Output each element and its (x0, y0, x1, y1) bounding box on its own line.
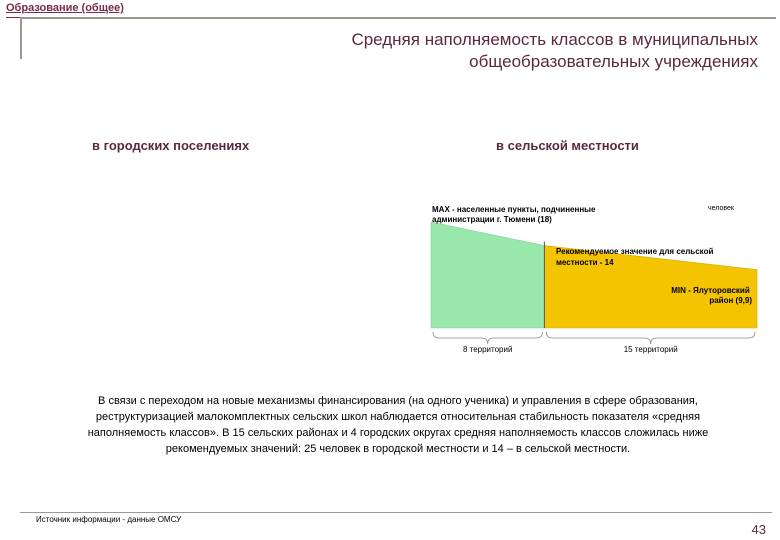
body-paragraph: В связи с переходом на новые механизмы финансирования (на одного ученика) и управления в сфере образования, реструктуризацией малокомплектных сельских школ наблюдается относительная стабильность показателя «средняя наполняемость классов». В 15 сельских районах и 4 городских округах средняя наполняемость классов сложилась ниже рекомендуемых значений: 25 человек в городской местности и 14 – в сельской местности. (87, 395, 709, 455)
slide-title-line1: Средняя наполняемость классов в муниципальных (351, 30, 758, 49)
max-annotation (432, 205, 598, 224)
max-annotation-line1: MAX - населенные пункты, подчиненные (432, 205, 596, 214)
min-annotation-line2: район (9,9) (709, 296, 752, 305)
unit-label: человек (708, 205, 734, 212)
brace-8-territories (433, 332, 542, 344)
recommended-annotation-line2: местности - 14 (556, 258, 614, 267)
brace-15-territories (546, 332, 755, 344)
footer-line (20, 512, 772, 513)
source-note: Источник информации - данные ОМСУ (36, 515, 182, 524)
page-number: 43 (751, 522, 766, 537)
recommended-annotation-line1: Рекомендуемое значение для сельской (556, 247, 714, 256)
group-label-8-territories: 8 территорий (462, 345, 513, 354)
max-annotation-line2: администрации г. Тюмени (18) (432, 215, 552, 224)
urban-column-heading: в городских поселениях (92, 138, 250, 153)
rural-column-heading: в сельской местности (496, 138, 639, 153)
slide-title-line2: общеобразовательных учреждениях (469, 52, 758, 71)
group-label-15-territories: 15 территорий (623, 345, 678, 354)
area-8-territories (431, 222, 544, 328)
min-annotation-line1: MIN - Ялуторовский (671, 286, 750, 295)
section-tag: Образование (общее) (6, 2, 124, 14)
